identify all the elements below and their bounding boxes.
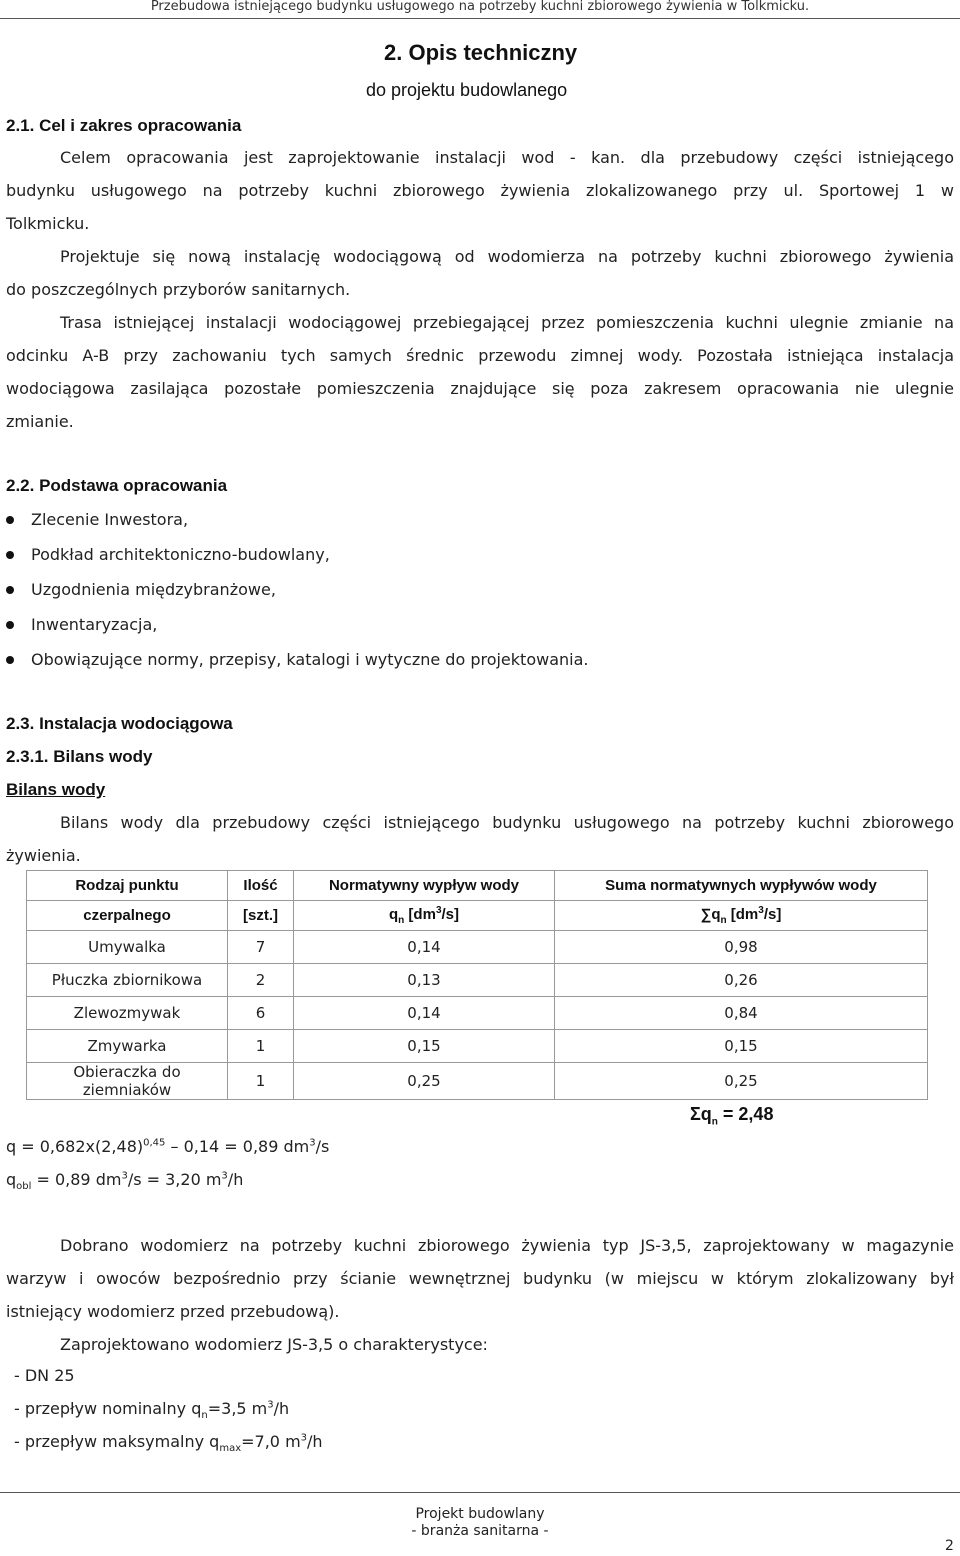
cell-flow: 0,14	[294, 931, 555, 964]
footer-project-type: Projekt budowlany	[415, 1506, 545, 1522]
section-heading-2-2: 2.2. Podstawa opracowania	[6, 476, 228, 495]
bullet-icon	[6, 621, 14, 629]
bullet-icon	[6, 586, 14, 594]
text-line: istniejący wodomierz przed przebudową).	[6, 1302, 340, 1321]
document-title: 2. Opis techniczny	[384, 40, 578, 65]
section-heading-2-3-1: 2.3.1. Bilans wody	[6, 747, 153, 766]
text-line: zmianie.	[6, 412, 74, 431]
page-header: Przebudowa istniejącego budynku usługowego na potrzeby kuchni zbiorowego żywienia w Tolkmicku.	[0, 0, 960, 19]
header-point-type-2: czerpalnego	[27, 901, 228, 931]
spec-dn: - DN 25	[14, 1366, 75, 1385]
bullet-icon	[6, 551, 14, 559]
header-point-type: Rodzaj punktu	[27, 871, 228, 901]
cell-point-type: Umywalka	[27, 931, 228, 964]
cell-sum: 0,15	[555, 1030, 928, 1063]
section-heading-2-3: 2.3. Instalacja wodociągowa	[6, 714, 233, 733]
document-subtitle: do projektu budowlanego	[366, 80, 568, 100]
text-line: Dobrano wodomierz na potrzeby kuchni zbiorowego żywienia typ JS-3,5, zaprojektowany w magazynie	[60, 1236, 954, 1255]
cell-quantity: 6	[228, 997, 294, 1030]
table-row	[27, 964, 928, 997]
text-line: Trasa istniejącej instalacji wodociągowej przebiegającej przez pomieszczenia kuchni ulegnie zmianie na	[60, 313, 954, 332]
header-flow-sum: Suma normatywnych wypływów wody	[555, 871, 928, 901]
text-line: Projektuje się nową instalację wodociągową od wodomierza na potrzeby kuchni zbiorowego żywienia	[60, 247, 954, 266]
table-header-row	[27, 901, 928, 931]
table-row	[27, 1063, 928, 1100]
footer-divider	[0, 1492, 960, 1493]
header-quantity: Ilość	[228, 871, 294, 901]
cell-quantity: 1	[228, 1030, 294, 1063]
cell-point-type: Zlewozmywak	[27, 997, 228, 1030]
text-line: do poszczególnych przyborów sanitarnych.	[6, 280, 351, 299]
cell-quantity: 2	[228, 964, 294, 997]
formula-design-flow: $q = 0,682x(2,48)^{0,45} - 0,14 = 0,89$ $dm^3/s$	[6, 1137, 330, 1156]
spec-nominal-flow: - przepływ nominalny $q_n=3,5$ $m^3/h$	[14, 1399, 290, 1422]
cell-flow: 0,25	[294, 1063, 555, 1100]
list-item: Zlecenie Inwestora,	[6, 510, 188, 529]
footer-branch: - branża sanitarna -	[411, 1523, 549, 1539]
header-flow-sum-unit: $\sum q_n$ $[dm^3/s]$	[555, 901, 928, 931]
table-row	[27, 1030, 928, 1063]
text-line: wodociągowa zasilająca pozostałe pomieszczenia znajdujące się poza zakresem opracowania nie ulegnie	[6, 379, 954, 398]
text-line: żywienia.	[6, 846, 81, 865]
table-header-row	[27, 871, 928, 901]
header-normative-flow-unit: $q_n$ $[dm^3/s]$	[294, 901, 555, 931]
section-heading-2-1: 2.1. Cel i zakres opracowania	[6, 116, 242, 135]
table-row	[27, 931, 928, 964]
cell-point-type: Płuczka zbiornikowa	[27, 964, 228, 997]
underlined-heading: Bilans wody	[6, 780, 106, 799]
cell-flow: 0,14	[294, 997, 555, 1030]
cell-sum: 0,26	[555, 964, 928, 997]
formula-calculated-flow: $q_{obl} = 0,89$ $dm^3/s = 3,20$ $m^3/h$	[6, 1170, 244, 1193]
spec-max-flow: - przepływ maksymalny $q_{max}=7,0$ $m^3/h$	[14, 1432, 323, 1455]
water-balance-table	[26, 870, 928, 1100]
list-item: Inwentaryzacja,	[6, 615, 157, 634]
cell-sum: 0,25	[555, 1063, 928, 1100]
text-line: Zaprojektowano wodomierz JS-3,5 o charakterystyce:	[60, 1335, 488, 1354]
header-quantity-unit: [szt.]	[228, 901, 294, 931]
paragraph-purpose	[6, 141, 954, 438]
cell-point-type: Zmywarka	[27, 1030, 228, 1063]
table-row	[27, 997, 928, 1030]
paragraph-balance-intro	[6, 806, 954, 872]
text-line: Celem opracowania jest zaprojektowanie instalacji wod - kan. dla przebudowy części istniejącego	[60, 148, 954, 167]
list-item: Uzgodnienia międzybranżowe,	[6, 580, 276, 599]
text-line: warzyw i owoców bezpośrednio przy ścianie wewnętrznej budynku (w miejscu w którym zlokalizowany był	[6, 1269, 954, 1288]
text-line: Tolkmicku.	[6, 214, 90, 233]
flow-sum-total: $\Sigma q_n = 2,48$	[690, 1104, 774, 1128]
header-normative-flow: Normatywny wypływ wody	[294, 871, 555, 901]
text-line: Bilans wody dla przebudowy części istniejącego budynku usługowego na potrzeby kuchni zbiorowego	[60, 813, 954, 832]
bullet-icon	[6, 516, 14, 524]
cell-point-type: Obieraczka do ziemniaków	[27, 1063, 228, 1100]
cell-sum: 0,84	[555, 997, 928, 1030]
text-line: odcinku A-B przy zachowaniu tych samych średnic przewodu zimnej wody. Pozostała istniejąca instalacja	[6, 346, 954, 365]
page-number: 2	[945, 1538, 954, 1554]
paragraph-water-meter	[6, 1229, 954, 1361]
bullet-icon	[6, 656, 14, 664]
cell-sum: 0,98	[555, 931, 928, 964]
cell-quantity: 7	[228, 931, 294, 964]
cell-flow: 0,13	[294, 964, 555, 997]
cell-flow: 0,15	[294, 1030, 555, 1063]
cell-quantity: 1	[228, 1063, 294, 1100]
list-item: Podkład architektoniczno-budowlany,	[6, 545, 330, 564]
list-item: Obowiązujące normy, przepisy, katalogi i wytyczne do projektowania.	[6, 650, 588, 669]
text-line: budynku usługowego na potrzeby kuchni zbiorowego żywienia zlokalizowanego przy ul. Sportowej 1 w	[6, 181, 954, 200]
